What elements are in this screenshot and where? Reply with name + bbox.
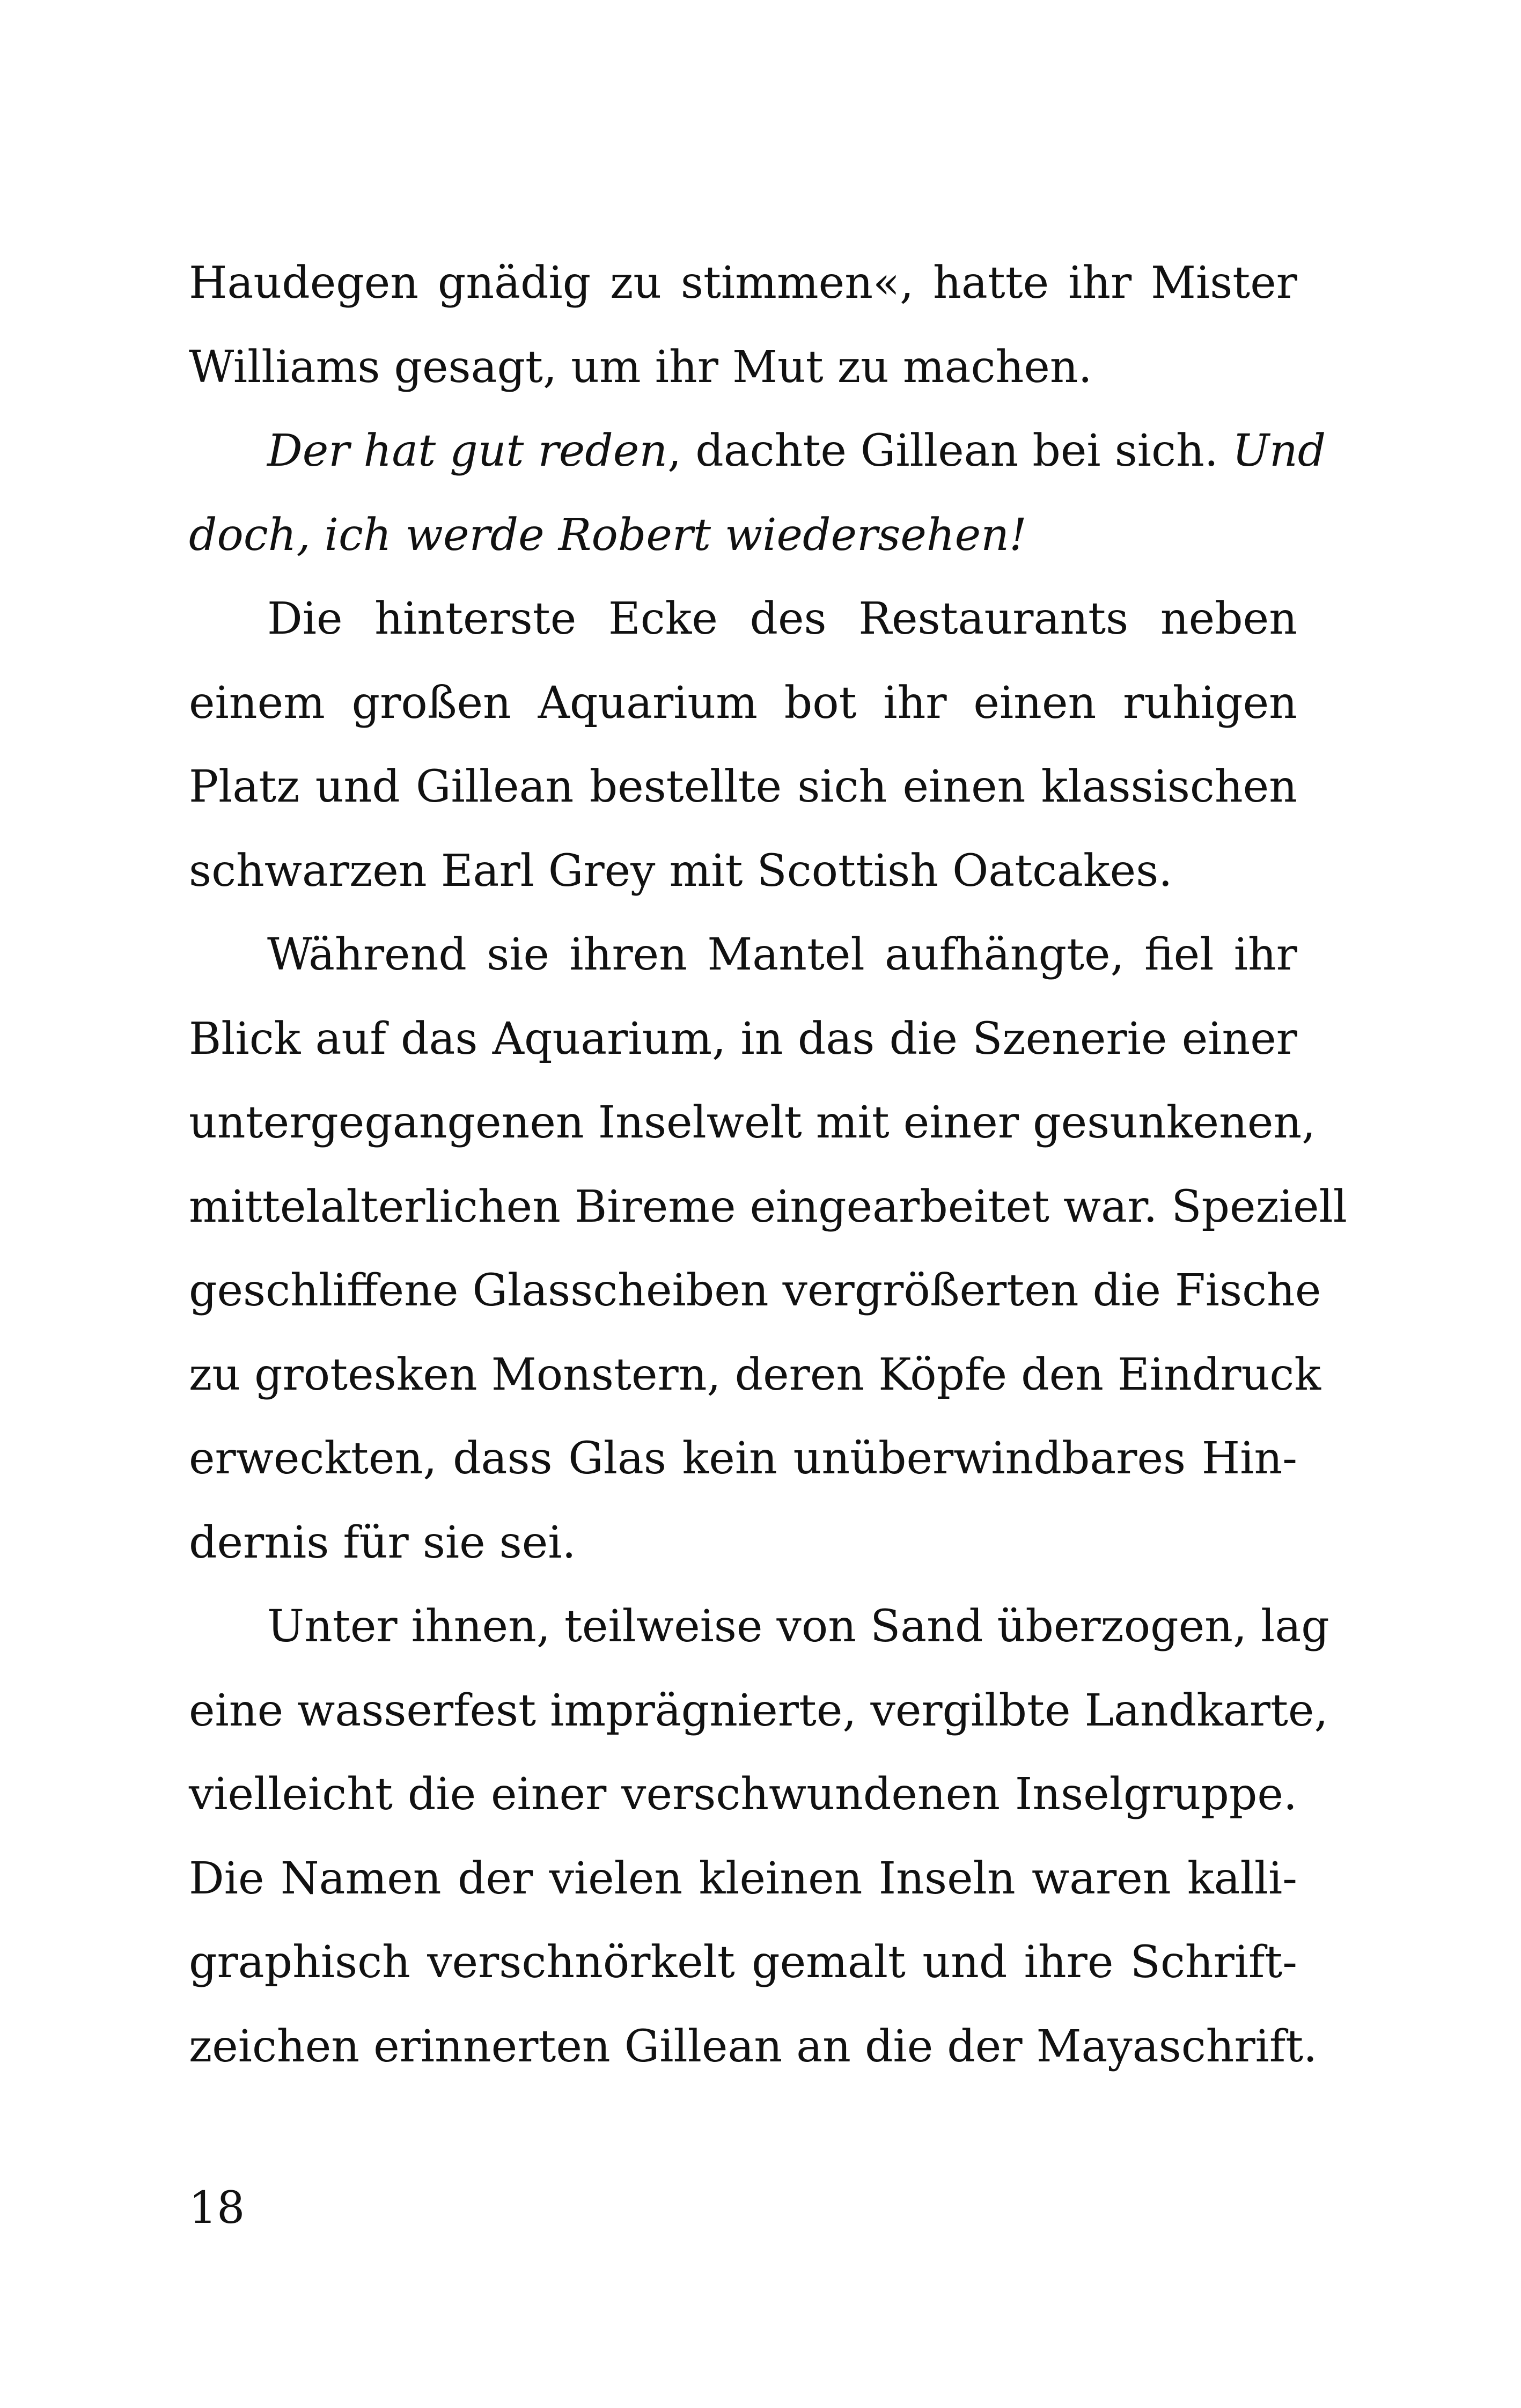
body-text — [189, 241, 1347, 2089]
text-line: zu grotesken Monstern, deren Köpfe den Eindruck — [189, 1349, 1321, 1400]
text-line: zeichen erinnerten Gillean an die der Mayaschrift. — [189, 2021, 1318, 2072]
text-line: geschliffene Glasscheiben vergrößerten die Fische — [189, 1265, 1321, 1316]
text-line: Die Namen der vielen kleinen Inseln waren kalli- — [189, 1853, 1297, 1904]
text-line: eine wasserfest imprägnierte, vergilbte Landkarte, — [189, 1685, 1328, 1736]
text-line: mittelalterlichen Bireme eingearbeitet war. Speziell — [189, 1181, 1347, 1232]
text-line — [189, 409, 1326, 494]
page-number: 18 — [189, 2183, 245, 2234]
text-line: erweckten, dass Glas kein unüberwindbares Hin- — [189, 1433, 1297, 1484]
text-line: Während sie ihren Mantel aufhängte, fiel ihr — [267, 929, 1297, 980]
roman-phrase: , dachte Gillean bei sich. — [667, 425, 1232, 476]
text-line — [189, 494, 1297, 578]
text-line: Unter ihnen, teilweise von Sand überzogen, lag — [267, 1601, 1329, 1652]
text-line: Die hinterste Ecke des Restaurants neben — [267, 593, 1297, 644]
text-line: Blick auf das Aquarium, in das die Szenerie einer — [189, 1013, 1297, 1064]
text-line: graphisch verschnörkelt gemalt und ihre Schrift- — [189, 1937, 1297, 1988]
italic-phrase: Und — [1232, 425, 1326, 476]
text-line: Williams gesagt, um ihr Mut zu machen. — [189, 341, 1092, 393]
text-line: Haudegen gnädig zu stimmen«, hatte ihr Mister — [189, 258, 1297, 309]
text-line: dernis für sie sei. — [189, 1517, 576, 1568]
text-line: schwarzen Earl Grey mit Scottish Oatcakes. — [189, 845, 1173, 897]
text-line: Platz und Gillean bestellte sich einen klassischen — [189, 761, 1297, 812]
text-line: untergegangenen Inselwelt mit einer gesunkenen, — [189, 1097, 1316, 1148]
text-line: einem großen Aquarium bot ihr einen ruhigen — [189, 677, 1297, 729]
text-line: vielleicht die einer verschwundenen Inselgruppe. — [189, 1769, 1297, 1820]
italic-phrase: doch, ich werde Robert wiedersehen! — [189, 509, 1027, 561]
italic-phrase: Der hat gut reden — [267, 425, 668, 476]
